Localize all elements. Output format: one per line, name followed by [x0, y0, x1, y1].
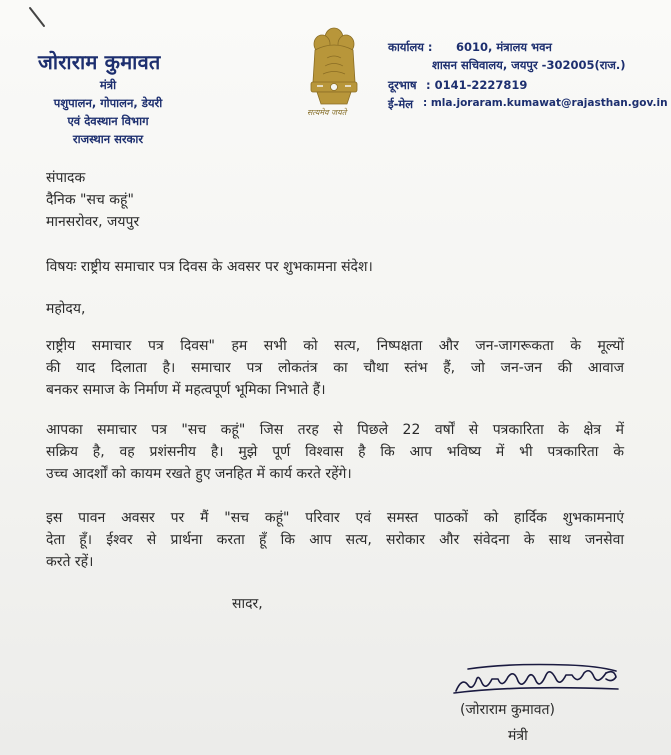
recipient-line1: संपादक — [46, 170, 86, 186]
phone-value: : 0141-2227819 — [426, 78, 528, 92]
paragraph-3-line-2: देता हूँ। ईश्वर से प्रार्थना करता हूँ कि आप सत्य, सरोकार और संवेदना के साथ जनसेवा — [46, 532, 624, 548]
paragraph-2-line-2: सक्रिय है, वह प्रशंसनीय है। मुझे पूर्ण विश्वास है कि आप भविष्य में भी पत्रकारिता के — [46, 444, 624, 460]
sender-government: राजस्थान सरकार — [72, 132, 144, 146]
closing: सादर, — [232, 596, 263, 612]
recipient-line2: दैनिक "सच कहूं" — [46, 192, 134, 208]
phone-label: दूरभाष — [388, 78, 417, 92]
office-value-line1: 6010, मंत्रालय भवन — [456, 40, 552, 54]
office-value-line2: शासन सचिवालय, जयपुर -302005(राज.) — [432, 58, 626, 72]
paragraph-3-line-3: करते रहें। — [46, 554, 94, 570]
signatory-designation: मंत्री — [508, 728, 528, 744]
recipient-line3: मानसरोवर, जयपुर — [46, 214, 140, 230]
email-label: ई-मेल — [388, 97, 414, 111]
salutation: महोदय, — [46, 301, 86, 317]
paragraph-2-line-3: उच्च आदर्शों को कायम रखते हुए जनहित में कार्य करते रहेंगे। — [46, 466, 352, 482]
sender-name: जोराराम कुमावत — [38, 50, 161, 74]
paragraph-1-line-3: बनकर समाज के निर्माण में महत्वपूर्ण भूमिका निभाते हैं। — [46, 382, 326, 398]
paragraph-1-line-1: राष्ट्रीय समाचार पत्र दिवस" हम सभी को सत्य, निष्पक्षता और जन-जागरूकता के मूल्यों — [46, 338, 624, 354]
sender-departments-line2: एवं देवस्थान विभाग — [67, 114, 149, 128]
paragraph-3-line-1: इस पावन अवसर पर मैं "सच कहूं" परिवार एवं समस्त पाठकों को हार्दिक शुभकामनाएं — [46, 510, 624, 526]
subject-line: विषयः राष्ट्रीय समाचार पत्र दिवस के अवसर पर शुभकामना संदेश। — [46, 259, 373, 275]
paragraph-2-line-1: आपका समाचार पत्र "सच कहूं" जिस तरह से पिछले 22 वर्षों से पत्रकारिता के क्षेत्र में — [46, 422, 624, 438]
national-emblem-icon — [303, 20, 365, 120]
fold-mark-icon — [28, 6, 48, 28]
paragraph-1-line-2: की याद दिलाता है। समाचार पत्र लोकतंत्र का चौथा स्तंभ हैं, जो जन-जन की आवाज — [46, 360, 624, 376]
signatory-name: (जोराराम कुमावत) — [460, 702, 555, 718]
emblem-caption: सत्यमेव जयते — [307, 108, 347, 117]
email-value: : mla.joraram.kumawat@rajasthan.gov.in — [423, 97, 668, 109]
handwritten-signature — [448, 655, 628, 700]
sender-designation: मंत्री — [99, 78, 117, 92]
sender-departments-line1: पशुपालन, गोपालन, डेयरी — [53, 96, 163, 110]
office-label: कार्यालय : — [388, 40, 433, 54]
